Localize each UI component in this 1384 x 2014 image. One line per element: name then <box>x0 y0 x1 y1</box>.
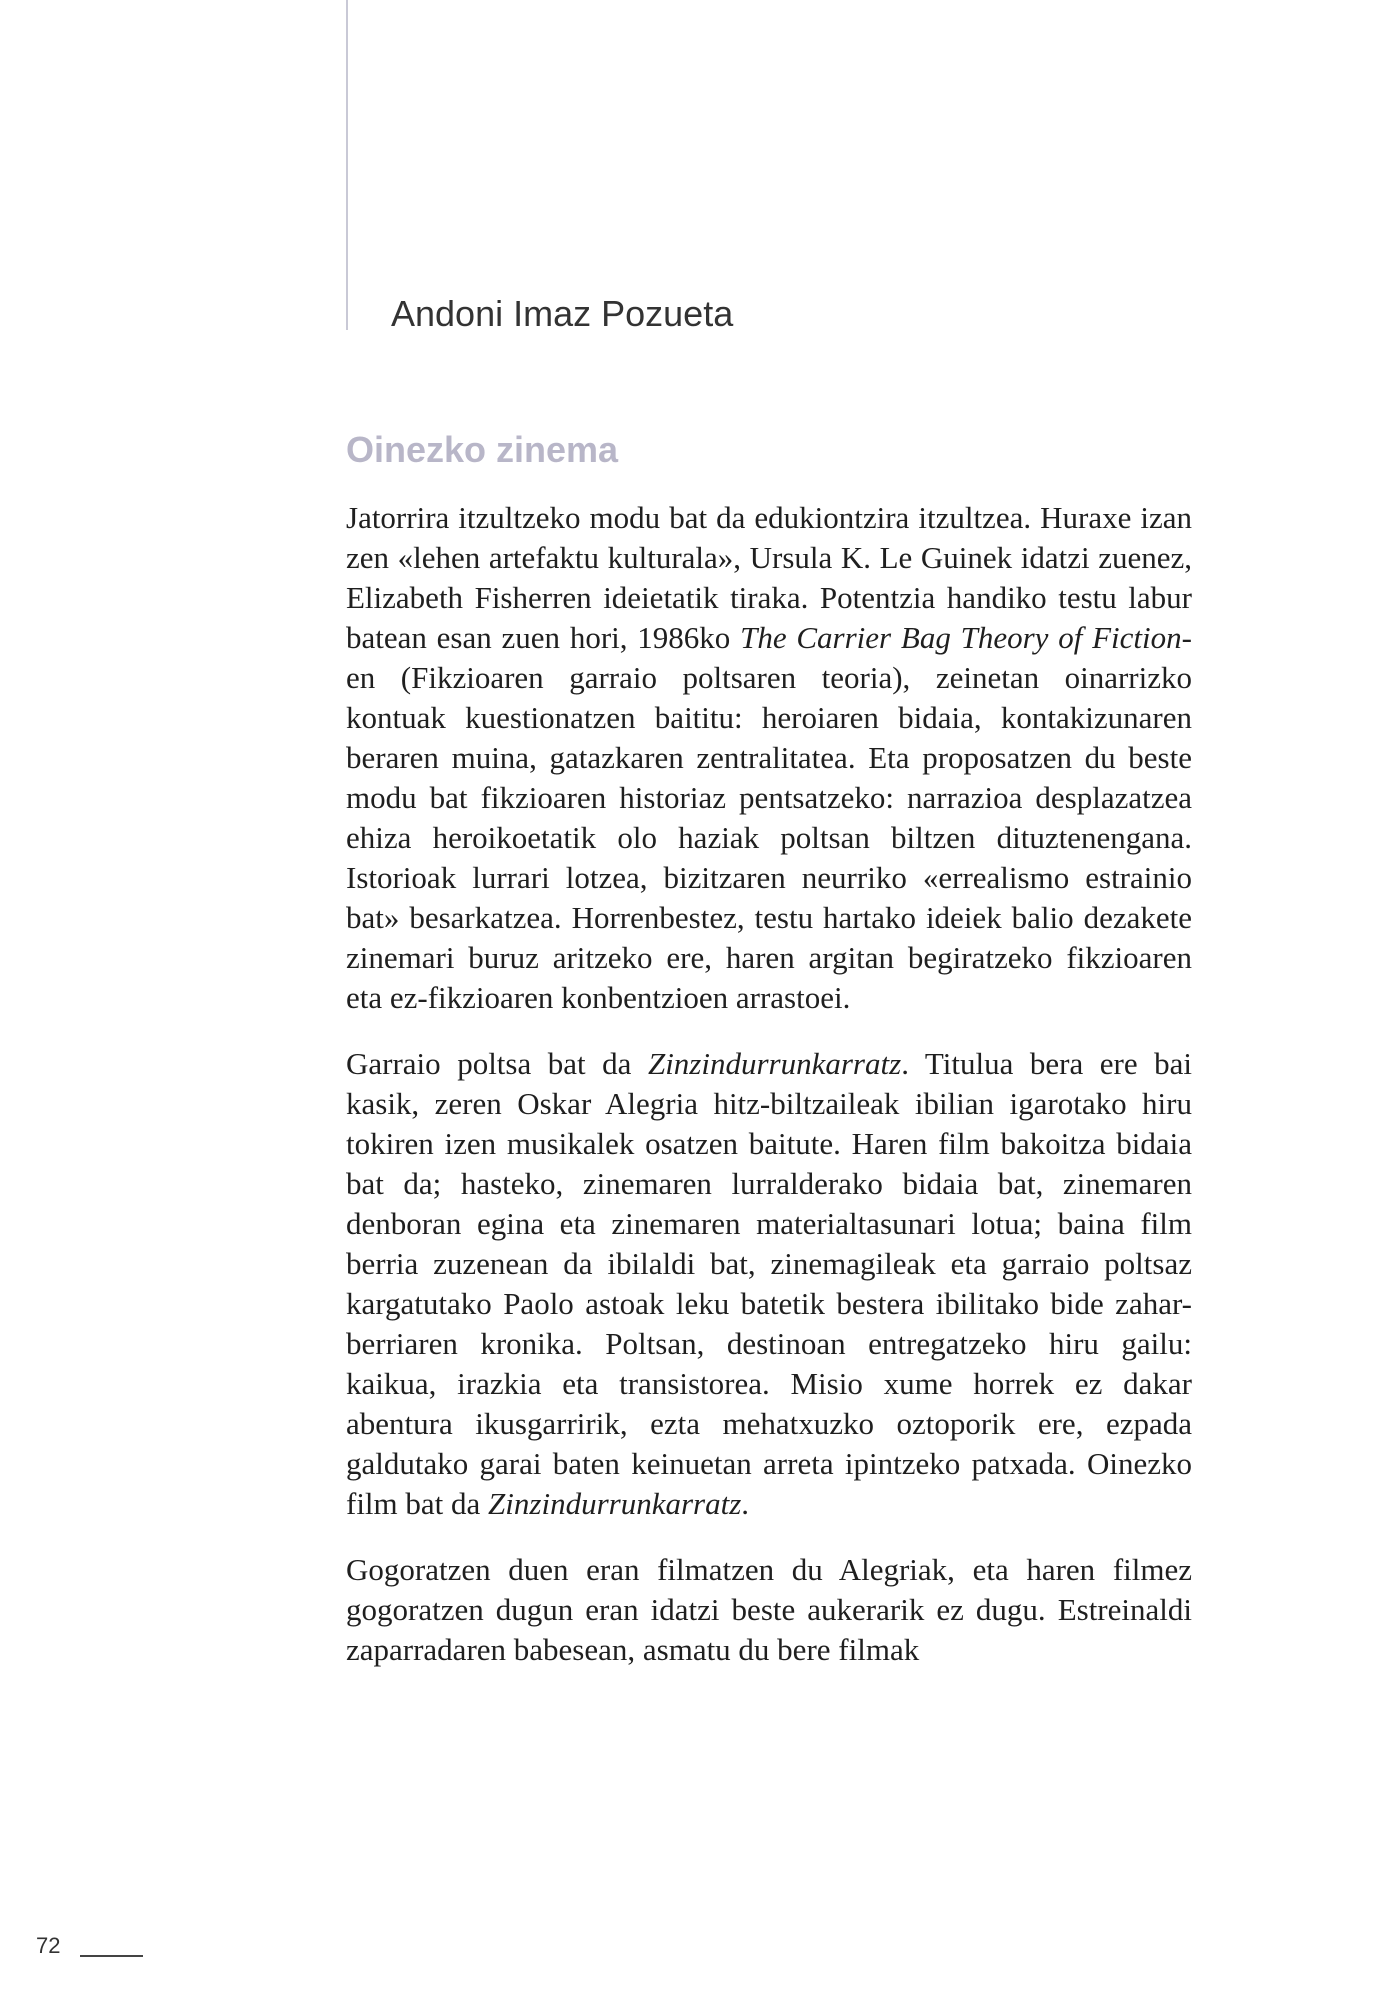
paragraph-1-text-a: Jatorrira itzultzeko modu bat da edukiontzira itzultzea. Huraxe izan zen «lehen artefaktu kulturala», Ursula K. Le Guinek idatzi zuenez, Elizabeth Fisherren ideietatik tiraka. Potentzia handiko testu labur batean esan zuen hori, 1986ko <box>346 500 1192 655</box>
paragraph-3-text-a: Gogoratzen duen eran filmatzen du Alegriak, eta haren filmez gogoratzen dugun eran idatzi beste aukerarik ez dugu. Estreinaldi zaparradaren babesean, asmatu du bere filmak <box>346 1552 1192 1667</box>
book-title: The Carrier Bag Theory of Fiction <box>740 620 1182 655</box>
section-title: Oinezko zinema <box>346 429 619 470</box>
header-vertical-rule <box>346 0 348 330</box>
article-body <box>346 498 1192 1696</box>
film-title: Zinzindurrunkarratz <box>488 1486 742 1521</box>
paragraph-1-text-b: -en (Fikzioaren garraio poltsaren teoria), zeinetan oinarrizko kontuak kuestionatzen baititu: heroiaren bidaia, kontakizunaren beraren muina, gatazkaren zentralitatea. Eta proposatzen du beste modu bat fikzioaren historiaz pentsatzeko: narrazioa desplazatzea ehiza heroikoetatik olo haziak poltsan biltzen dituztenengana. Istorioak lurrari lotzea, bizitzaren neurriko «errealismo estrainio bat» besarkatzea. Horrenbestez, testu hartako ideiek balio dezakete zinemari buruz aritzeko ere, haren argitan begiratzeko fikzioaren eta ez-fikzioaren konbentzioen arrastoei. <box>346 620 1192 1015</box>
paragraph-2-text-a: Garraio poltsa bat da <box>346 1046 648 1081</box>
page-number: 72 <box>36 1933 61 1958</box>
paragraph-1 <box>346 498 1192 1018</box>
footer-rule <box>80 1955 143 1957</box>
paragraph-2 <box>346 1044 1192 1524</box>
film-title: Zinzindurrunkarratz <box>647 1046 902 1081</box>
paragraph-2-text-b: . Titulua bera ere bai kasik, zeren Oskar Alegria hitz-biltzaileak ibilian igarotako hiru tokiren izen musikalek osatzen baitute. Haren film bakoitza bidaia bat da; hasteko, zinemaren lurralderako bidaia bat, zinemaren denboran egina eta zinemaren materialtasunari lotua; baina film berria zuzenean da ibilaldi bat, zinemagileak eta garraio poltsaz kargatutako Paolo astoak leku batetik bestera ibilitako bide zahar-berriaren kronika. Poltsan, destinoan entregatzeko hiru gailu: kaikua, irazkia eta transistorea. Misio xume horrek ez dakar abentura ikusgarririk, ezta mehatxuzko oztoporik ere, ezpada galdutako garai baten keinuetan arreta ipintzeko patxada. Oinezko film bat da <box>346 1046 1192 1521</box>
author-name: Andoni Imaz Pozueta <box>391 293 734 334</box>
paragraph-2-text-c: . <box>741 1486 750 1521</box>
paragraph-3 <box>346 1550 1192 1670</box>
